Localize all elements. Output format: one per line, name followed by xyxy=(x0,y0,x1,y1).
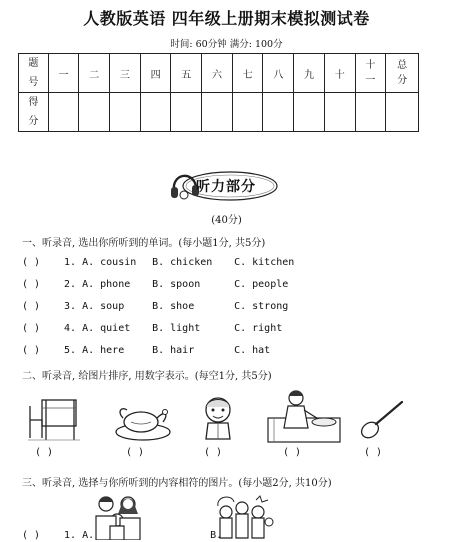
score-cell[interactable] xyxy=(140,93,171,132)
question-row xyxy=(22,530,222,541)
row-label-char: 号 xyxy=(28,77,39,88)
row-label-char: 题 xyxy=(28,58,39,69)
column-header: 三 xyxy=(110,54,141,93)
option-a: A. quiet xyxy=(82,323,131,334)
column-header: 六 xyxy=(202,54,233,93)
question-row xyxy=(22,323,282,334)
column-header-total xyxy=(386,54,419,93)
column-header: 一 xyxy=(48,54,79,93)
picture-answer-blank[interactable]: ( ) xyxy=(364,447,383,458)
picture-answer-blank[interactable]: ( ) xyxy=(35,447,54,458)
boy-icon xyxy=(198,395,238,443)
answer-blank[interactable]: ( ) xyxy=(22,323,41,334)
picture-answer-blank[interactable]: ( ) xyxy=(283,447,302,458)
option-a: A. here xyxy=(82,345,125,356)
option-c: C. kitchen xyxy=(234,257,295,268)
column-header-char: 一 xyxy=(365,75,376,86)
column-header: 二 xyxy=(79,54,110,93)
option-a: A. cousin xyxy=(82,257,137,268)
picture-answer-blank[interactable]: ( ) xyxy=(126,447,145,458)
question-row xyxy=(22,257,294,268)
answer-blank[interactable]: ( ) xyxy=(22,301,41,312)
column-header: 十 xyxy=(324,54,355,93)
score-table xyxy=(18,53,419,132)
option-c: C. people xyxy=(234,279,289,290)
row-label-char: 得 xyxy=(28,97,39,108)
option-c: C. strong xyxy=(234,301,289,312)
column-header: 七 xyxy=(232,54,263,93)
row-label-cell xyxy=(19,54,49,93)
option-b: B. light xyxy=(152,323,201,334)
row-label-cell xyxy=(19,93,49,132)
column-header: 四 xyxy=(140,54,171,93)
score-cell[interactable] xyxy=(79,93,110,132)
question-number: 2. xyxy=(64,279,77,290)
column-header-char: 分 xyxy=(397,75,408,86)
question-number: 5. xyxy=(64,345,77,356)
part2-heading: 二、听录音, 给图片排序, 用数字表示。(每空1分, 共5分) xyxy=(22,371,272,382)
answer-blank[interactable]: ( ) xyxy=(22,257,41,268)
section-title: 听力部分 xyxy=(196,179,256,195)
score-cell[interactable] xyxy=(294,93,325,132)
picture-answer-blank[interactable]: ( ) xyxy=(204,447,223,458)
answer-blank[interactable]: ( ) xyxy=(22,530,41,541)
score-cell[interactable] xyxy=(110,93,141,132)
question-number: 4. xyxy=(64,323,77,334)
score-cell[interactable] xyxy=(263,93,294,132)
score-cell[interactable] xyxy=(324,93,355,132)
column-header-char: 总 xyxy=(397,60,408,71)
score-cell[interactable] xyxy=(232,93,263,132)
score-cell[interactable] xyxy=(202,93,233,132)
option-c: C. right xyxy=(234,323,283,334)
question-number: 3. xyxy=(64,301,77,312)
question-row xyxy=(22,301,288,312)
score-cell[interactable] xyxy=(386,93,419,132)
option-b: B. chicken xyxy=(152,257,213,268)
column-header: 八 xyxy=(263,54,294,93)
question-number: 1. xyxy=(64,257,77,268)
question-row xyxy=(22,279,288,290)
spoon-icon xyxy=(356,398,406,442)
option-b: B. hair xyxy=(152,345,195,356)
roast-chicken-icon xyxy=(113,400,173,442)
option-a: A. xyxy=(82,530,95,541)
score-cell[interactable] xyxy=(355,93,386,132)
part1-heading: 一、听录音, 选出你所听到的单词。(每小题1分, 共5分) xyxy=(22,238,266,249)
option-a: A. soup xyxy=(82,301,125,312)
column-header: 五 xyxy=(171,54,202,93)
man-in-kitchen-icon xyxy=(266,388,342,444)
question-number: 1. xyxy=(64,530,77,541)
column-header: 九 xyxy=(294,54,325,93)
option-b: B. shoe xyxy=(152,301,195,312)
score-table-header-row xyxy=(19,54,419,93)
exam-title: 人教版英语 四年级上册期末模拟测试卷 xyxy=(83,9,370,28)
option-c: C. hat xyxy=(234,345,271,356)
column-header-char: 十 xyxy=(365,60,376,71)
answer-blank[interactable]: ( ) xyxy=(22,279,41,290)
desk-chair-icon xyxy=(26,394,82,442)
score-cell[interactable] xyxy=(171,93,202,132)
part3-heading: 三、听录音, 选择与你所听到的内容相符的图片。(每小题2分, 共10分) xyxy=(22,478,332,489)
section-points: (40分) xyxy=(211,215,242,226)
option-b: B. spoon xyxy=(152,279,201,290)
column-header-eleven xyxy=(355,54,386,93)
answer-blank[interactable]: ( ) xyxy=(22,345,41,356)
row-label-char: 分 xyxy=(28,116,39,127)
option-b: B. xyxy=(210,530,223,541)
question-row xyxy=(22,345,270,356)
score-cell[interactable] xyxy=(48,93,79,132)
option-a: A. phone xyxy=(82,279,131,290)
exam-subtitle: 时间: 60分钟 满分: 100分 xyxy=(170,39,283,50)
score-table-score-row xyxy=(19,93,419,132)
